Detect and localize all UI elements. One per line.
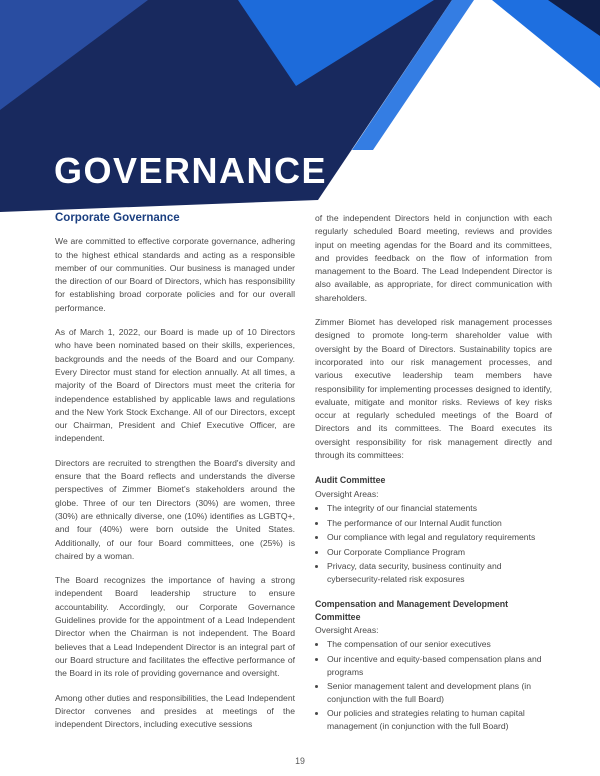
audit-committee-heading: Audit Committee bbox=[315, 475, 386, 486]
page-header bbox=[0, 0, 600, 212]
list-item: • The integrity of our financial statements bbox=[327, 502, 552, 515]
page-number: 19 bbox=[295, 756, 305, 766]
corporate-governance-heading: Corporate Governance bbox=[55, 212, 180, 224]
compensation-committee-list bbox=[315, 638, 552, 732]
list-item: • Our compliance with legal and regulatory requirements bbox=[327, 531, 552, 544]
list-item: • Our policies and strategies relating to human capital management (in conjunction with the full Board) bbox=[327, 707, 552, 732]
list-item: • The compensation of our senior executives bbox=[327, 638, 552, 651]
body-paragraph: Among other duties and responsibilities, the Lead Independent Director convenes and presides at meetings of the independent Directors, including executive sessions bbox=[55, 692, 295, 730]
compensation-committee-heading: Compensation and Management Development Committee bbox=[315, 598, 509, 622]
page-content bbox=[55, 212, 552, 735]
body-paragraph: of the independent Directors held in conjunction with each regularly scheduled Board meeting, reviews and provides input on meeting agendas for the Board and its committees, and provides feedback on the flow of information from management to the Board. The Lead Independent Director is also available, as appropriate, for direct communication with shareholders. bbox=[315, 213, 552, 303]
body-paragraph: As of March 1, 2022, our Board is made up of 10 Directors who have been nominated based on their skills, experiences, backgrounds and the needs of the Board and our Company. Every Director must stand for election annually. At all times, a majority of the Board of Directors must meet the criteria for independence established by applicable laws and regulations and the New York Stock Exchange. All of our Directors, except our Chairman, President and Chief Executive Officer, are independent. bbox=[55, 327, 295, 444]
list-item: • The performance of our Internal Audit function bbox=[327, 517, 552, 530]
page-title: GOVERNANCE bbox=[54, 150, 328, 191]
audit-committee-list bbox=[315, 502, 552, 586]
list-item: • Our incentive and equity-based compensation plans and programs bbox=[327, 653, 552, 678]
oversight-areas-label: Oversight Areas: bbox=[315, 625, 379, 636]
oversight-areas-label: Oversight Areas: bbox=[315, 488, 379, 499]
list-item: • Privacy, data security, business continuity and cybersecurity-related risk exposures bbox=[327, 560, 552, 585]
body-paragraph: We are committed to effective corporate governance, adhering to the highest ethical standards and acting as a responsible member of our communities. Our business is managed under the direction of our Board of Directors, which has responsibility for establishing broad corporate policies and for our overall performance. bbox=[55, 236, 295, 313]
body-paragraph: Directors are recruited to strengthen the Board's diversity and ensure that the Board reflects and understands the diverse perspectives of Zimmer Biomet's stakeholders around the globe. Three of our ten Directors (30%) are women, three (30%) are ethnically diverse, one (10%) identifies as LGBTQ+, and four (40%) were born outside the United States. Additionally, of our four Board committees, one (25%) is chaired by a woman. bbox=[55, 457, 295, 561]
list-item: • Our Corporate Compliance Program bbox=[327, 546, 552, 559]
right-column bbox=[315, 212, 552, 735]
body-paragraph: The Board recognizes the importance of having a strong independent Board leadership structure to ensure accountability. Accordingly, our Corporate Governance Guidelines provide for the appointment of a Lead Independent Director when the Chairman is not independent. The Board believes that a Lead Independent Director is an integral part of our Board structure and facilitates the effective performance of the Board in its role of providing governance and oversight. bbox=[55, 575, 295, 679]
list-item: • Senior management talent and development plans (in conjunction with the full Board) bbox=[327, 680, 552, 705]
left-column bbox=[55, 212, 295, 735]
body-paragraph: Zimmer Biomet has developed risk management processes designed to promote long-term shareholder value with oversight by the Board of Directors. Sustainability topics are incorporated into our risk management processes, and various executive leadership team members have responsibility for implementing processes designed to identify, evaluate, mitigate and monitor risks. Reviews of key risks occur at regularly scheduled meetings of the Board of Directors and its committees. The Board executes its oversight responsibility for risk management directly and through its committees: bbox=[315, 317, 552, 461]
